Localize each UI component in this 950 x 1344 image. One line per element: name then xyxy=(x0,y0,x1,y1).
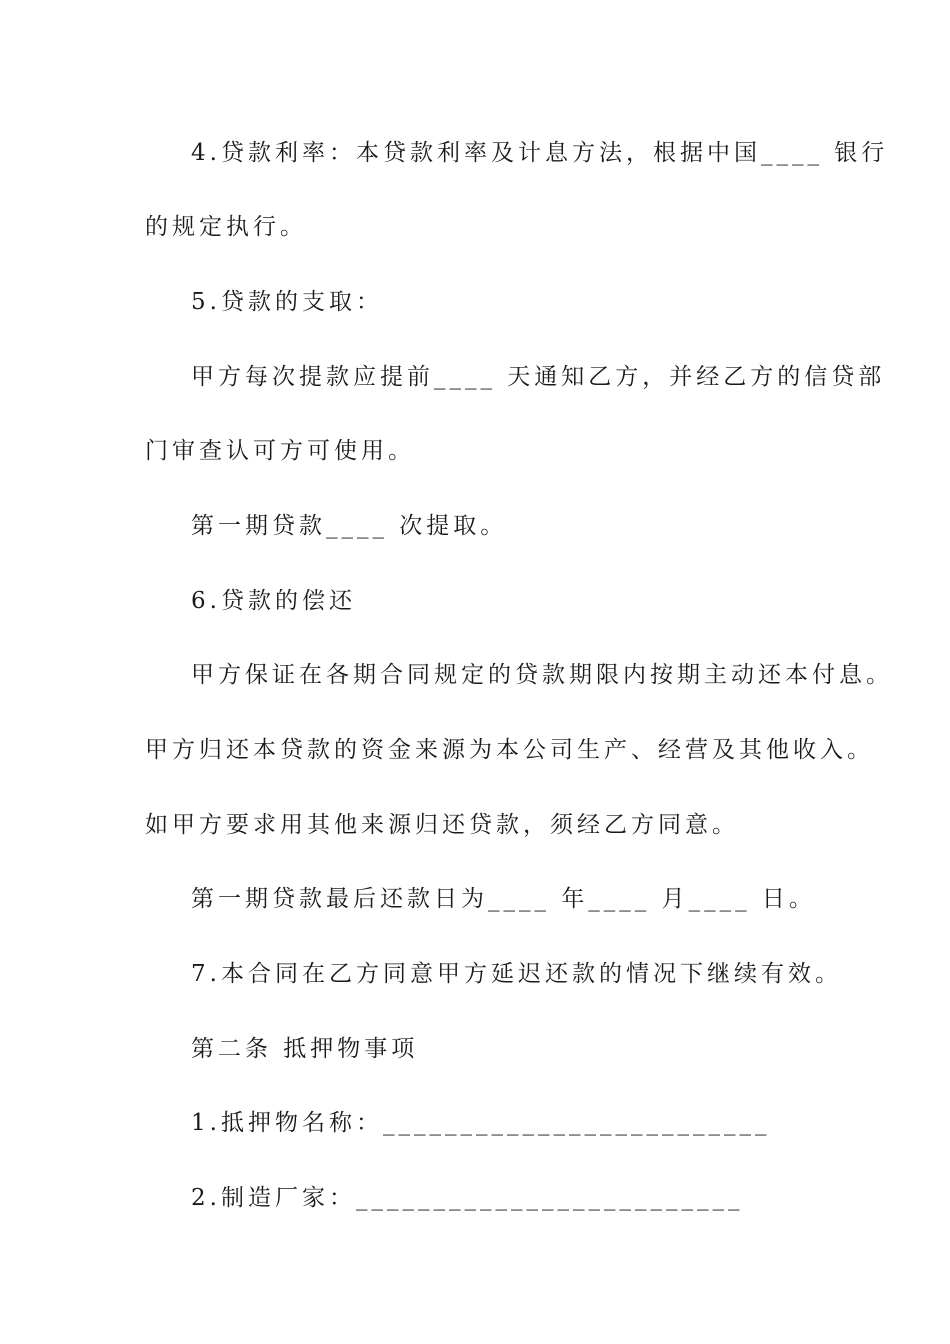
clause-5-heading: 5.贷款的支取： xyxy=(191,289,383,315)
clause-5-continuation: 门审查认可方可使用。 xyxy=(145,438,415,464)
clause-5-withdrawal-notice: 甲方每次提款应提前____ 天通知乙方，并经乙方的信贷部 xyxy=(191,364,886,390)
clause-6-repayment-guarantee: 甲方保证在各期合同规定的贷款期限内按期主动还本付息。 xyxy=(191,662,893,688)
clause-6-other-source: 如甲方要求用其他来源归还贷款，须经乙方同意。 xyxy=(145,812,739,838)
collateral-name-field: 1.抵押物名称：_________________________ xyxy=(191,1110,771,1136)
clause-4-continuation: 的规定执行。 xyxy=(145,214,307,240)
clause-4-interest-rate: 4.贷款利率：本贷款利率及计息方法，根据中国____ 银行 xyxy=(191,140,889,166)
clause-7-validity: 7.本合同在乙方同意甲方延迟还款的情况下继续有效。 xyxy=(191,961,842,987)
clause-6-fund-source: 甲方归还本贷款的资金来源为本公司生产、经营及其他收入。 xyxy=(145,737,874,763)
manufacturer-field: 2.制造厂家：_________________________ xyxy=(191,1185,744,1211)
clause-5-first-period: 第一期贷款____ 次提取。 xyxy=(191,513,508,539)
clause-6-heading: 6.贷款的偿还 xyxy=(191,588,356,614)
article-2-heading: 第二条 抵押物事项 xyxy=(191,1036,419,1062)
clause-6-final-repayment-date: 第一期贷款最后还款日为____ 年____ 月____ 日。 xyxy=(191,886,816,912)
